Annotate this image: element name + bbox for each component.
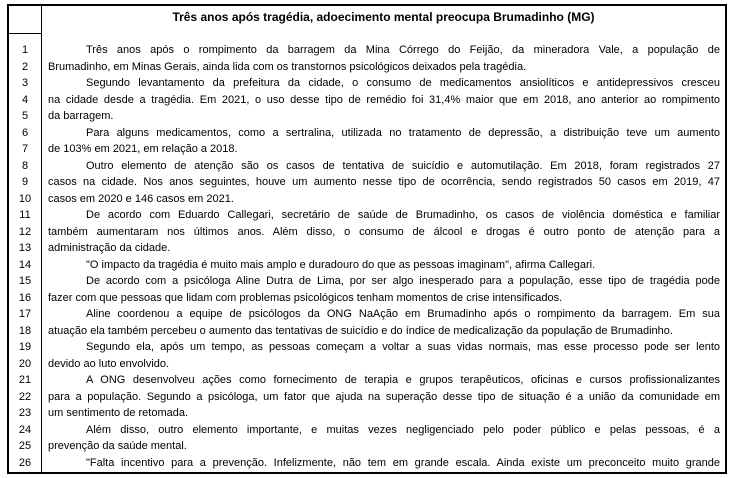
text-line: prevenção da saúde mental. xyxy=(48,440,187,452)
line-number: 1 xyxy=(21,44,29,56)
text-line: De acordo com a psicóloga Aline Dutra de Lima, por ser algo inesperado para a população, esse tipo de tragédia pode xyxy=(86,275,720,287)
text-document xyxy=(7,4,727,474)
text-line: atuação ela também percebeu o aumento das tentativas de suicídio e do índice de medicalização da população de Brumadinho. xyxy=(48,324,673,337)
line-number: 11 xyxy=(19,209,31,221)
text-line: Brumadinho, em Minas Gerais, ainda lida com os transtornos psicológicos deixados pela tragédia. xyxy=(48,60,527,73)
text-line: administração da cidade. xyxy=(48,242,171,254)
text-line: De acordo com Eduardo Callegari, secretário de saúde de Brumadinho, os casos de violência doméstica e familiar xyxy=(86,209,720,221)
text-line: da barragem. xyxy=(48,110,114,122)
line-number: 20 xyxy=(18,357,32,370)
text-line: Três anos após o rompimento da barragem da Mina Córrego do Feijão, da mineradora Vale, a população de xyxy=(86,44,720,56)
line-number: 13 xyxy=(18,242,32,254)
line-number: 15 xyxy=(18,275,32,287)
text-line: Além disso, outro elemento importante, e muitas vezes negligenciado pelo poder público e pelas pessoas, é a xyxy=(86,423,720,436)
line-number: 12 xyxy=(18,225,32,238)
text-line: Segundo ela, após um tempo, as pessoas começam a voltar a suas vidas normais, mas esse processo pode ser lento xyxy=(86,341,720,353)
text-line: "O impacto da tragédia é muito mais amplo e duradouro do que as pessoas imaginam", afirma Callegari. xyxy=(86,258,596,271)
line-number: 19 xyxy=(18,341,32,353)
text-line: um sentimento de retomada. xyxy=(48,407,189,419)
text-line: de 103% em 2021, em relação a 2018. xyxy=(48,143,238,155)
text-line: A ONG desenvolveu ações como fornecimento de terapia e grupos terapêuticos, oficinas e cursos profissionalizantes xyxy=(86,374,720,386)
text-line: casos na cidade. Nos anos seguintes, houve um aumento nesse tipo de ocorrência, sendo registrados 50 casos em 2019, 47 xyxy=(48,176,720,188)
text-line: Aline coordenou a equipe de psicólogos da ONG NaAção em Brumadinho após o rompimento da barragem. Em sua xyxy=(86,308,720,320)
text-line: Para alguns medicamentos, como a sertralina, utilizada no tratamento de depressão, a distribuição teve um aumento xyxy=(86,126,720,139)
text-line: fazer com que pessoas que lidam com problemas psicológicos tenham momentos de crise intensificados. xyxy=(48,291,563,304)
line-number-column xyxy=(9,34,42,472)
line-number: 7 xyxy=(21,143,29,155)
text-line: para a população. Segundo a psicóloga, um fator que ajuda na superação desse tipo de situação é a união da comunidade em xyxy=(48,390,720,403)
text-line: na cidade desde a tragédia. Em 2021, o uso desse tipo de remédio foi 31,4% maior que em 2018, ano anterior ao rompimento xyxy=(48,93,720,106)
line-number: 24 xyxy=(18,423,32,436)
line-number: 16 xyxy=(18,291,32,304)
line-number-header-cell xyxy=(9,6,42,34)
line-number: 6 xyxy=(21,126,29,139)
document-title: Três anos após tragédia, adoecimento mental preocupa Brumadinho (MG) xyxy=(172,10,595,24)
text-line: Segundo levantamento da prefeitura da cidade, o consumo de medicamentos ansiolíticos e antidepressivos cresceu xyxy=(86,77,720,89)
text-line: também aumentaram nos últimos anos. Além disso, o consumo de álcool e drogas é outro ponto de atenção para a xyxy=(48,225,720,238)
text-column xyxy=(42,34,725,472)
text-line: "Falta incentivo para a prevenção. Infelizmente, não tem em grande escala. Ainda existe um preconceito muito grande xyxy=(86,456,720,469)
text-line: Outro elemento de atenção são os casos de tentativa de suicídio e automutilação. Em 2018, foram registrados 27 xyxy=(86,159,720,172)
line-number: 25 xyxy=(18,440,32,452)
line-number: 2 xyxy=(21,60,29,73)
line-number: 23 xyxy=(18,407,32,419)
line-number: 21 xyxy=(18,374,32,386)
line-number: 14 xyxy=(18,258,32,271)
line-number: 8 xyxy=(21,159,29,172)
line-number: 4 xyxy=(21,93,29,106)
line-number: 22 xyxy=(18,390,32,403)
line-number: 26 xyxy=(18,456,32,469)
line-number: 10 xyxy=(18,192,32,205)
text-line: devido ao luto envolvido. xyxy=(48,357,170,370)
line-number: 3 xyxy=(21,77,29,89)
line-number: 9 xyxy=(21,176,29,188)
text-line: casos em 2020 e 146 casos em 2021. xyxy=(48,192,234,205)
line-number: 18 xyxy=(18,324,32,337)
line-number: 17 xyxy=(18,308,32,320)
line-number: 5 xyxy=(21,110,29,122)
